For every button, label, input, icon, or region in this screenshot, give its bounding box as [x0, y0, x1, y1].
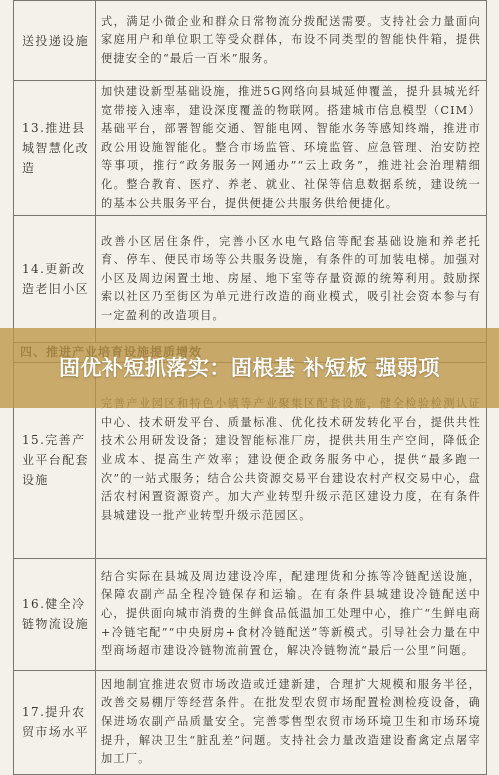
row-desc: 式，满足小微企业和群众日常物流分拨配送需要。支持社会力量面向家庭用户和单位职工等受众群体，布设不同类型的智能快件箱，提供便捷安全的“最后一百米”服务。: [96, 1, 487, 81]
table-row: [14, 1, 487, 81]
row-name: 17.提升农贸市场水平: [14, 670, 96, 774]
caption-banner: [0, 328, 499, 408]
row-name: 送投递设施: [14, 1, 96, 81]
table-row: [14, 558, 487, 670]
row-name: 14.更新改造老旧小区: [14, 216, 96, 343]
table-row: [14, 216, 487, 343]
row-name: 16.健全冷链物流设施: [14, 558, 96, 670]
row-name: 15.完善产业平台配套设施: [14, 362, 96, 558]
row-desc: 改善小区居住条件，完善小区水电气路信等配套基础设施和养老托育、停车、便民市场等公共服务设施，有条件的可加装电梯。加强对小区及周边闲置土地、房屋、地下室等存量资源的统筹利用。鼓励探索以社区乃至街区为单元进行改造的商业模式，吸引社会资本参与有一定盈利的改造项目。: [96, 216, 487, 343]
row-desc: 因地制宜推进农贸市场改造或迁建新建，合理扩大规模和服务半径，改善交易棚厅等经营条件。在批发型农贸市场配置检测检疫设备，确保进场农副产品质量安全。完善零售型农贸市场环境卫生和市场环境提升，解决卫生“脏乱差”问题。支持社会力量改造建设畜禽定点屠宰加工厂。: [96, 670, 487, 774]
row-desc: 中心、技术研发平台、质量标准、优化技术研发转化平台，提供共性技术公用研发设备；建设智能标准厂房，提供共用生产空间，降低企业成本、提高生产效率；建设便企政务服务中心，提供“最多跑一次”的一站式服务；结合公共资源交易平台建设农村产权交易中心，盘活农村闲置资源资产。加大产业转型升级示范区建设力度，在有条件县城建设一批产业转型升级示范园区。: [96, 362, 487, 558]
table-row: [14, 81, 487, 216]
row-desc: 加快建设新型基础设施，推进5G网络向县城延伸覆盖，提升县城光纤宽带接入速率，建设深度覆盖的物联网。搭建城市信息模型（CIM）基础平台，部署智能交通、智能电网、智能水务等感知终端，推进市政公用设施智能化。整合市场监管、环境监管、应急管理、治安防控等事项，推行“政务服务一网通办”“云上政务”，推进社会治理精细化。整合教育、医疗、养老、就业、社保等信息数据系统，建设统一的基本公共服务平台，提供便捷公共服务供给便捷化。: [96, 81, 487, 216]
row-desc: 结合实际在县城及周边建设冷库，配建理货和分拣等冷链配送设施，保障农副产品全程冷链保存和运输。在有条件县城建设冷链配送中心，提供面向城市消费的生鲜食品低温加工处理中心，推广“生鲜电商+冷链宅配”“中央厨房+食材冷链配送”等新模式。引导社会力量在中型商场超市建设冷链物流前置仓，解决冷链物流“最后一公里”问题。: [96, 558, 487, 670]
row-name: 13.推进县城智慧化改造: [14, 81, 96, 216]
table-row: [14, 670, 487, 774]
banner-text: 固优补短抓落实：固根基 补短板 强弱项: [58, 355, 441, 380]
